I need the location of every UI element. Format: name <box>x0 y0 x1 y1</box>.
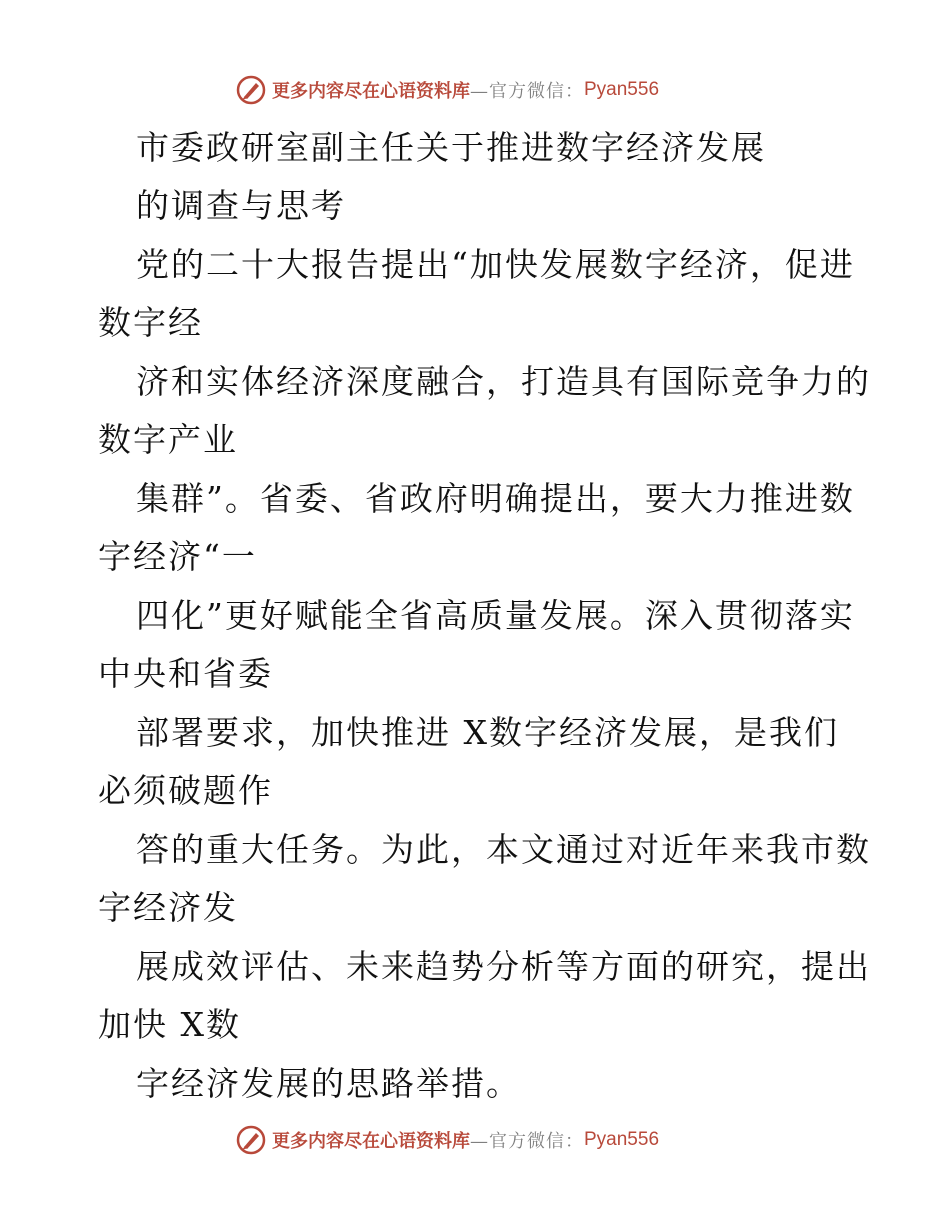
body-line: 必须破题作 <box>98 771 273 810</box>
banner-wechat-id: Pyan556 <box>584 1129 660 1150</box>
body-line: 济和实体经济深度融合，打造具有国际竞争力的 <box>136 362 871 401</box>
banner-dash-label: —官方微信： <box>470 81 584 102</box>
footer-banner <box>236 1124 659 1156</box>
body-line: 部署要求，加快推进 X数字经济发展，是我们 <box>136 713 839 752</box>
body-line: 展成效评估、未来趋势分析等方面的研究，提出 <box>136 947 871 986</box>
body-line: 四化”更好赋能全省高质量发展。深入贯彻落实 <box>136 596 855 635</box>
banner-dash-label: —官方微信： <box>470 1131 584 1152</box>
body-line: 中央和省委 <box>98 654 273 693</box>
banner-brand-text: 更多内容尽在心语资料库 <box>272 1131 470 1152</box>
body-line: 党的二十大报告提出“加快发展数字经济，促进 <box>136 245 855 284</box>
document-title-line-2: 的调查与思考 <box>136 186 346 225</box>
body-line: 加快 X数 <box>98 1005 241 1044</box>
body-line: 数字经 <box>98 303 203 342</box>
body-line: 答的重大任务。为此，本文通过对近年来我市数 <box>136 830 871 869</box>
banner-wechat-id: Pyan556 <box>584 79 660 100</box>
body-line: 集群”。省委、省政府明确提出，要大力推进数 <box>136 479 855 518</box>
document-title-line-1: 市委政研室副主任关于推进数字经济发展 <box>136 128 766 167</box>
pen-logo-icon <box>236 1125 266 1155</box>
banner-brand-text: 更多内容尽在心语资料库 <box>272 81 470 102</box>
body-line: 数字产业 <box>98 420 238 459</box>
body-line: 字经济发 <box>98 888 238 927</box>
body-line: 字经济“一 <box>98 537 257 576</box>
body-line: 字经济发展的思路举措。 <box>136 1064 521 1103</box>
